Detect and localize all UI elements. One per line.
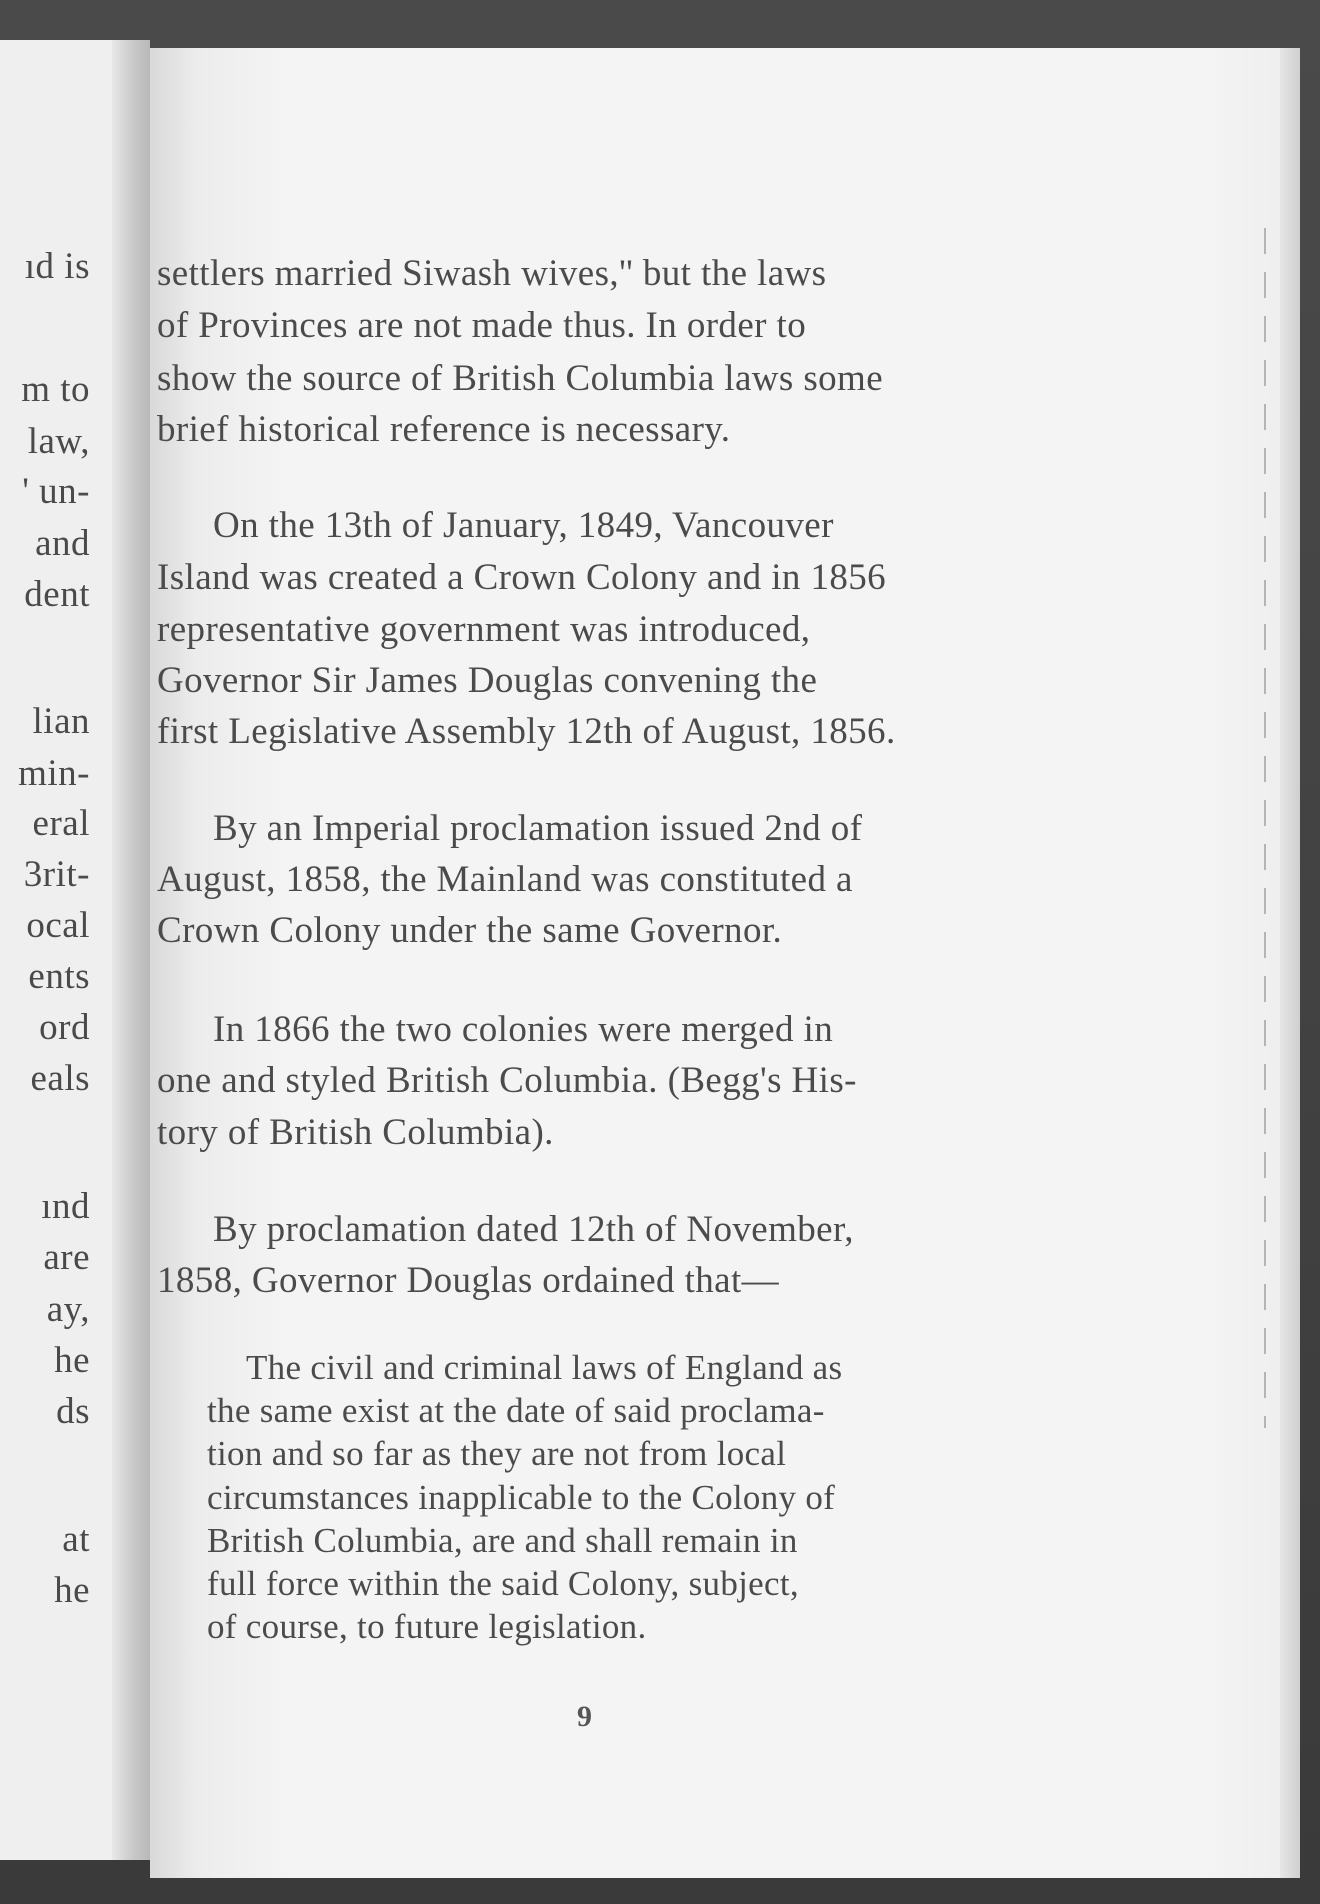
quote-line: tion and so far as they are not from local xyxy=(207,1434,787,1473)
left-page-line: eral xyxy=(32,803,90,844)
left-page-line: min- xyxy=(18,753,90,794)
left-page-line: m to xyxy=(21,369,90,410)
page-right-edge xyxy=(1280,48,1300,1878)
page-edge-shadow xyxy=(1264,228,1266,1428)
paragraph-line: tory of British Columbia). xyxy=(157,1112,554,1153)
left-page-line: ıd is xyxy=(24,246,90,287)
left-page-line: at xyxy=(62,1519,90,1560)
left-page-line: 3rit- xyxy=(23,854,90,895)
left-page-line: ord xyxy=(39,1007,90,1048)
paragraph-line: In 1866 the two colonies were merged in xyxy=(213,1009,834,1050)
quote-line: The civil and criminal laws of England as xyxy=(246,1348,843,1387)
left-page-line: ocal xyxy=(26,905,90,946)
previous-page-fragment xyxy=(0,40,150,1860)
left-page-line: he xyxy=(54,1570,90,1611)
left-page-line: and xyxy=(35,523,90,564)
quote-line: full force within the said Colony, subject, xyxy=(207,1564,799,1603)
left-page-line: eals xyxy=(30,1058,90,1099)
paragraph-line: 1858, Governor Douglas ordained that— xyxy=(157,1260,780,1301)
paragraph-line: one and styled British Columbia. (Begg's His- xyxy=(157,1060,857,1101)
quote-line: circumstances inapplicable to the Colony of xyxy=(207,1478,836,1517)
left-page-line: ay, xyxy=(46,1289,90,1330)
quote-line: British Columbia, are and shall remain in xyxy=(207,1521,798,1560)
page-number: 9 xyxy=(577,1700,592,1733)
paragraph-line: of Provinces are not made thus. In order to xyxy=(157,305,807,346)
paragraph-line: On the 13th of January, 1849, Vancouver xyxy=(213,505,834,546)
book-page xyxy=(150,48,1300,1878)
paragraph-line: representative government was introduced, xyxy=(157,609,811,650)
left-page-line: lian xyxy=(32,701,90,742)
paragraph-line: Island was created a Crown Colony and in 1856 xyxy=(157,557,887,598)
paragraph-line: By an Imperial proclamation issued 2nd of xyxy=(213,808,863,849)
paragraph-line: settlers married Siwash wives,'' but the laws xyxy=(157,253,827,294)
paragraph-line: Crown Colony under the same Governor. xyxy=(157,910,783,951)
paragraph-line: Governor Sir James Douglas convening the xyxy=(157,660,818,701)
left-page-line: dent xyxy=(24,574,90,615)
paragraph-line: show the source of British Columbia laws some xyxy=(157,358,884,399)
quote-line: of course, to future legislation. xyxy=(207,1607,647,1646)
left-page-gutter xyxy=(112,40,150,1860)
paragraph-line: By proclamation dated 12th of November, xyxy=(213,1209,854,1250)
left-page-line: ınd xyxy=(41,1186,90,1227)
left-page-line: ds xyxy=(56,1391,90,1432)
paragraph-line: first Legislative Assembly 12th of August, 1856. xyxy=(157,711,896,752)
left-page-line: ents xyxy=(28,956,90,997)
left-page-line: are xyxy=(43,1237,90,1278)
paragraph-line: brief historical reference is necessary. xyxy=(157,409,731,450)
left-page-line: law, xyxy=(27,421,90,462)
left-page-line: ' un- xyxy=(22,471,90,512)
quote-line: the same exist at the date of said proclama- xyxy=(207,1391,825,1430)
paragraph-line: August, 1858, the Mainland was constituted a xyxy=(157,859,853,900)
left-page-line: he xyxy=(54,1340,90,1381)
